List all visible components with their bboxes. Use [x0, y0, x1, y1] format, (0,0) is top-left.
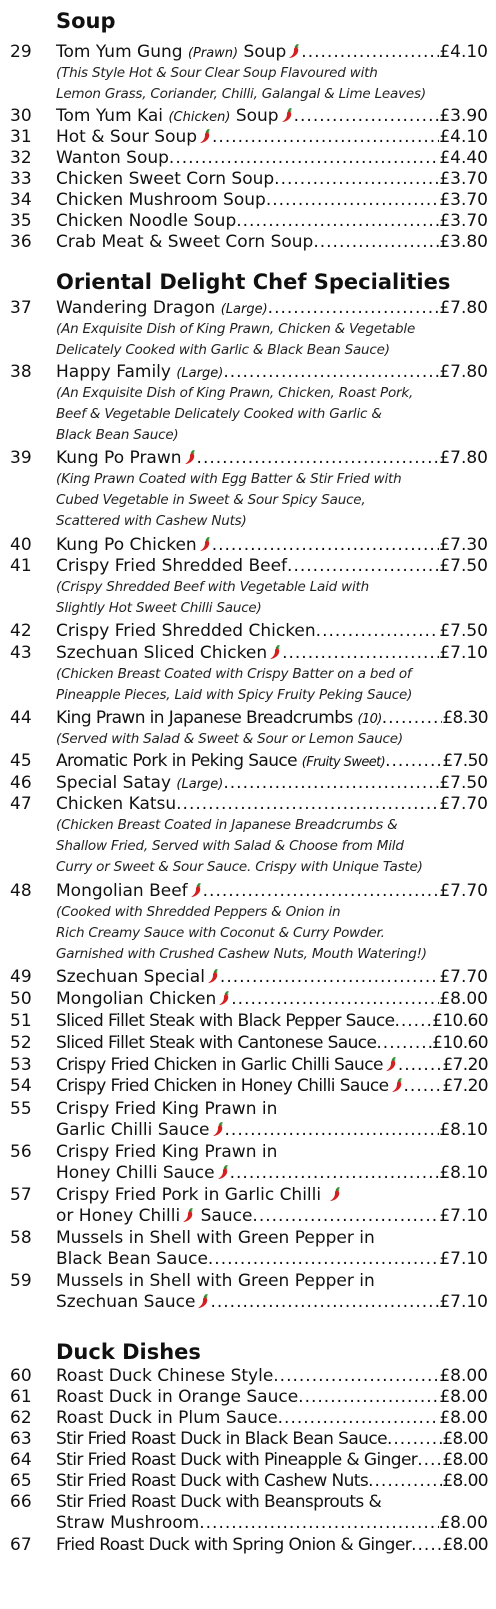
item-description: (An Exquisite Dish of King Prawn, Chicken, Roast Pork, [56, 385, 414, 401]
leader-dots [287, 556, 439, 577]
item-price: £3.70 [439, 169, 488, 189]
item-price: £7.10 [439, 1292, 488, 1312]
item-number: 67 [10, 1535, 32, 1555]
leader-dots [385, 751, 442, 772]
item-price: £8.00 [439, 1408, 488, 1428]
item-name-cont: Szechuan Sauce [56, 1292, 196, 1312]
item-price: £7.50 [439, 556, 488, 576]
section-title-soup: Soup [56, 9, 116, 33]
item-name: Kung Po Prawn [56, 448, 182, 468]
chili-icon [268, 645, 282, 660]
item-number: 52 [10, 1033, 32, 1053]
item-number: 31 [10, 127, 32, 147]
item-price: £7.50 [439, 773, 488, 793]
item-number: 49 [10, 967, 32, 987]
leader-dots [223, 362, 439, 383]
leader-dots [230, 1163, 440, 1184]
item-number: 45 [10, 751, 32, 771]
chili-icon [189, 883, 203, 898]
leader-dots [176, 794, 439, 815]
item-name-suffix: Soup [238, 42, 287, 62]
chili-icon [181, 1208, 195, 1223]
leader-dots [278, 1408, 440, 1429]
chili-icon [216, 1165, 230, 1180]
leader-dots [382, 708, 443, 729]
leader-dots [231, 989, 439, 1010]
item-name: Roast Duck in Plum Sauce [56, 1408, 278, 1428]
leader-dots [268, 298, 440, 319]
item-name: Happy Family [56, 362, 177, 382]
item-name-cont: Honey Chilli Sauce [56, 1163, 215, 1183]
item-description: Shallow Fried, Served with Salad & Choose from Mild [56, 838, 404, 854]
item-number: 29 [10, 42, 32, 62]
item-number: 40 [10, 535, 32, 555]
leader-dots [282, 643, 439, 664]
item-name: Roast Duck Chinese Style [56, 1366, 274, 1386]
item-name: Roast Duck in Orange Sauce [56, 1387, 299, 1407]
item-name: Sliced Fillet Steak with Cantonese Sauce [56, 1033, 377, 1053]
leader-dots [411, 1535, 442, 1556]
chili-icon [384, 1057, 398, 1072]
leader-dots [316, 621, 440, 642]
leader-dots [394, 1011, 432, 1032]
item-price: £10.60 [432, 1033, 488, 1053]
item-name-cont: Straw Mushroom [56, 1513, 200, 1533]
item-price: £7.70 [439, 794, 488, 814]
chili-icon [328, 1187, 342, 1202]
item-description: Cubed Vegetable in Sweet & Sour Spicy Sauce, [56, 492, 366, 508]
item-number: 63 [10, 1429, 32, 1449]
item-name: Stir Fried Roast Duck with Cashew Nuts [56, 1471, 369, 1491]
item-qualifier: (Chicken) [168, 110, 231, 125]
leader-dots [223, 773, 439, 794]
leader-dots [417, 1450, 442, 1471]
leader-dots [210, 1292, 439, 1313]
item-price: £8.10 [439, 1163, 488, 1183]
item-description: Slightly Hot Sweet Chilli Sauce) [56, 600, 262, 616]
item-name: King Prawn in Japanese Breadcrumbs [56, 708, 358, 728]
item-number: 46 [10, 773, 32, 793]
leader-dots [212, 127, 439, 148]
item-description: Garnished with Crushed Cashew Nuts, Mouth Watering!) [56, 946, 427, 962]
chili-icon [217, 991, 231, 1006]
item-description: (Cooked with Shredded Peppers & Onion in [56, 904, 341, 920]
item-price: £7.80 [439, 298, 488, 318]
item-qualifier: (Large) [176, 366, 224, 381]
item-price: £4.40 [439, 148, 488, 168]
item-number: 42 [10, 621, 32, 641]
leader-dots [212, 535, 440, 556]
chili-icon [390, 1078, 404, 1093]
item-name: Aromatic Pork in Peking Sauce [56, 751, 302, 771]
item-name: Tom Yum Gung [56, 42, 188, 62]
item-description: (Crispy Shredded Beef with Vegetable Laid with [56, 579, 369, 595]
item-price: £7.50 [442, 751, 488, 771]
leader-dots [301, 42, 439, 63]
item-number: 66 [10, 1492, 32, 1512]
item-number: 48 [10, 881, 32, 901]
leader-dots [169, 148, 439, 169]
item-description: Rich Creamy Sauce with Coconut & Curry Powder. [56, 925, 385, 941]
item-number: 47 [10, 794, 32, 814]
chili-icon [183, 450, 197, 465]
item-number: 58 [10, 1228, 32, 1248]
item-name: Crab Meat & Sweet Corn Soup [56, 232, 314, 252]
item-name-suffix: Soup [230, 106, 279, 126]
item-name: Tom Yum Kai [56, 106, 169, 126]
item-name: Fried Roast Duck with Spring Onion & Ginger [56, 1535, 412, 1555]
item-number: 43 [10, 643, 32, 663]
item-price: £3.70 [439, 190, 488, 210]
chili-icon [211, 1122, 225, 1137]
item-name: Stir Fried Roast Duck in Black Bean Sauce [56, 1429, 387, 1449]
item-price: £7.70 [439, 881, 488, 901]
item-number: 30 [10, 106, 32, 126]
chili-icon [196, 1294, 210, 1309]
item-price: £7.10 [439, 1249, 488, 1269]
chili-icon [287, 44, 301, 59]
item-name: Wanton Soup [56, 148, 169, 168]
item-name: Szechuan Special [56, 967, 205, 987]
item-number: 59 [10, 1271, 32, 1291]
chili-icon [206, 969, 220, 984]
item-name: Mussels in Shell with Green Pepper in [56, 1271, 375, 1291]
item-number: 57 [10, 1185, 32, 1205]
item-number: 38 [10, 362, 32, 382]
item-price: £4.10 [439, 42, 488, 62]
item-number: 41 [10, 556, 32, 576]
item-price: £8.00 [439, 1366, 488, 1386]
item-price: £10.60 [432, 1011, 488, 1031]
leader-dots [387, 1429, 442, 1450]
item-name: Crispy Fried Chicken in Honey Chilli Sauce [56, 1076, 389, 1096]
item-name-suffix: Sauce [195, 1206, 253, 1226]
item-description: Pineapple Pieces, Laid with Spicy Fruity Peking Sauce) [56, 687, 413, 703]
item-description: (Chicken Breast Coated in Japanese Breadcrumbs & [56, 817, 398, 833]
item-description: Delicately Cooked with Garlic & Black Bean Sauce) [56, 342, 390, 358]
item-number: 62 [10, 1408, 32, 1428]
item-price: £4.10 [439, 127, 488, 147]
item-number: 54 [10, 1076, 32, 1096]
item-price: £8.00 [439, 1387, 488, 1407]
leader-dots [203, 881, 440, 902]
item-price: £7.20 [442, 1055, 488, 1075]
leader-dots [266, 190, 440, 211]
chili-icon [198, 129, 212, 144]
item-qualifier: (Prawn) [187, 46, 239, 61]
item-price: £3.90 [439, 106, 488, 126]
item-qualifier: (Fruity Sweet) [301, 755, 386, 770]
item-name: Chicken Katsu [56, 794, 177, 814]
item-description: (King Prawn Coated with Egg Batter & Stir Fried with [56, 471, 402, 487]
item-price: £8.00 [442, 1450, 488, 1470]
item-number: 50 [10, 989, 32, 1009]
item-price: £7.30 [439, 535, 488, 555]
item-number: 64 [10, 1450, 32, 1470]
item-number: 44 [10, 708, 32, 728]
item-name: Crispy Fried Shredded Chicken [56, 621, 316, 641]
item-number: 33 [10, 169, 32, 189]
item-name: Chicken Mushroom Soup [56, 190, 266, 210]
leader-dots [404, 1076, 443, 1097]
leader-dots [398, 1055, 443, 1076]
item-description: (An Exquisite Dish of King Prawn, Chicken & Vegetable [56, 321, 416, 337]
leader-dots [298, 1387, 439, 1408]
section-title-chef-specialities: Oriental Delight Chef Specialities [56, 270, 451, 294]
item-number: 51 [10, 1011, 32, 1031]
item-price: £8.00 [442, 1535, 488, 1555]
item-description: Beef & Vegetable Delicately Cooked with Garlic & [56, 406, 382, 422]
item-price: £7.80 [439, 448, 488, 468]
item-price: £7.80 [439, 362, 488, 382]
item-name: Special Satay [56, 773, 177, 793]
item-number: 36 [10, 232, 32, 252]
leader-dots [220, 967, 439, 988]
item-number: 60 [10, 1366, 32, 1386]
item-name: Chicken Sweet Corn Soup [56, 169, 275, 189]
leader-dots [208, 1249, 439, 1270]
section-title-duck-dishes: Duck Dishes [56, 1340, 201, 1364]
leader-dots [197, 448, 440, 469]
item-description: (Chicken Breast Coated with Crispy Batter on a bed of [56, 666, 412, 682]
item-name: Crispy Fried Shredded Beef [56, 556, 288, 576]
item-name-cont: or Honey Chilli [56, 1206, 181, 1226]
item-description: Scattered with Cashew Nuts) [56, 513, 247, 529]
leader-dots [294, 106, 440, 127]
item-name: Stir Fried Roast Duck with Beansprouts & [56, 1492, 382, 1512]
item-price: £7.10 [439, 643, 488, 663]
item-name: Stir Fried Roast Duck with Pineapple & Ginger [56, 1450, 418, 1470]
item-name: Wandering Dragon [56, 298, 221, 318]
item-number: 65 [10, 1471, 32, 1491]
leader-dots [376, 1033, 432, 1054]
item-description: Curry or Sweet & Sour Sauce. Crispy with Unique Taste) [56, 859, 423, 875]
item-name: Sliced Fillet Steak with Black Pepper Sauce [56, 1011, 395, 1031]
item-description: Black Bean Sauce) [56, 427, 179, 443]
item-number: 32 [10, 148, 32, 168]
item-name: Crispy Fried Pork in Garlic Chilli [56, 1185, 322, 1205]
item-description: Lemon Grass, Coriander, Chilli, Galangal & Lime Leaves) [56, 86, 426, 102]
item-number: 56 [10, 1142, 32, 1162]
item-number: 61 [10, 1387, 32, 1407]
item-name: Mongolian Beef [56, 881, 188, 901]
item-name: Crispy Fried Chicken in Garlic Chilli Sauce [56, 1055, 383, 1075]
item-name: Crispy Fried King Prawn in [56, 1099, 278, 1119]
item-price: £8.00 [442, 1429, 488, 1449]
item-price: £7.70 [439, 967, 488, 987]
item-qualifier: (Large) [220, 302, 268, 317]
item-number: 34 [10, 190, 32, 210]
item-name: Szechuan Sliced Chicken [56, 643, 268, 663]
item-price: £3.80 [439, 232, 488, 252]
leader-dots [273, 1366, 439, 1387]
item-number: 53 [10, 1055, 32, 1075]
item-name: Kung Po Chicken [56, 535, 197, 555]
item-price: £8.10 [439, 1120, 488, 1140]
item-qualifier: (10) [357, 712, 382, 727]
item-number: 55 [10, 1099, 32, 1119]
leader-dots [274, 169, 439, 190]
item-name: Hot & Sour Soup [56, 127, 198, 147]
item-description: (Served with Salad & Sweet & Sour or Lemon Sauce) [56, 731, 403, 747]
item-number: 39 [10, 448, 32, 468]
item-number: 37 [10, 298, 32, 318]
chili-icon [280, 108, 294, 123]
item-qualifier: (Large) [176, 777, 224, 792]
item-name: Mongolian Chicken [56, 989, 217, 1009]
item-price: £8.00 [439, 989, 488, 1009]
item-price: £7.20 [442, 1076, 488, 1096]
leader-dots [368, 1471, 442, 1492]
item-price: £7.50 [439, 621, 488, 641]
item-name-cont: Garlic Chilli Sauce [56, 1120, 210, 1140]
item-name: Mussels in Shell with Green Pepper in [56, 1228, 375, 1248]
leader-dots [252, 1206, 439, 1227]
item-price: £8.00 [439, 1513, 488, 1533]
item-price: £3.70 [439, 211, 488, 231]
item-number: 35 [10, 211, 32, 231]
item-name-cont: Black Bean Sauce [56, 1249, 208, 1269]
leader-dots [225, 1120, 440, 1141]
leader-dots [313, 232, 439, 253]
item-price: £7.10 [439, 1206, 488, 1226]
leader-dots [236, 211, 439, 232]
chili-icon [198, 537, 212, 552]
item-price: £8.30 [442, 708, 488, 728]
item-description: (This Style Hot & Sour Clear Soup Flavoured with [56, 65, 378, 81]
item-name: Crispy Fried King Prawn in [56, 1142, 278, 1162]
item-name: Chicken Noodle Soup [56, 211, 237, 231]
leader-dots [199, 1513, 439, 1534]
item-price: £8.00 [442, 1471, 488, 1491]
